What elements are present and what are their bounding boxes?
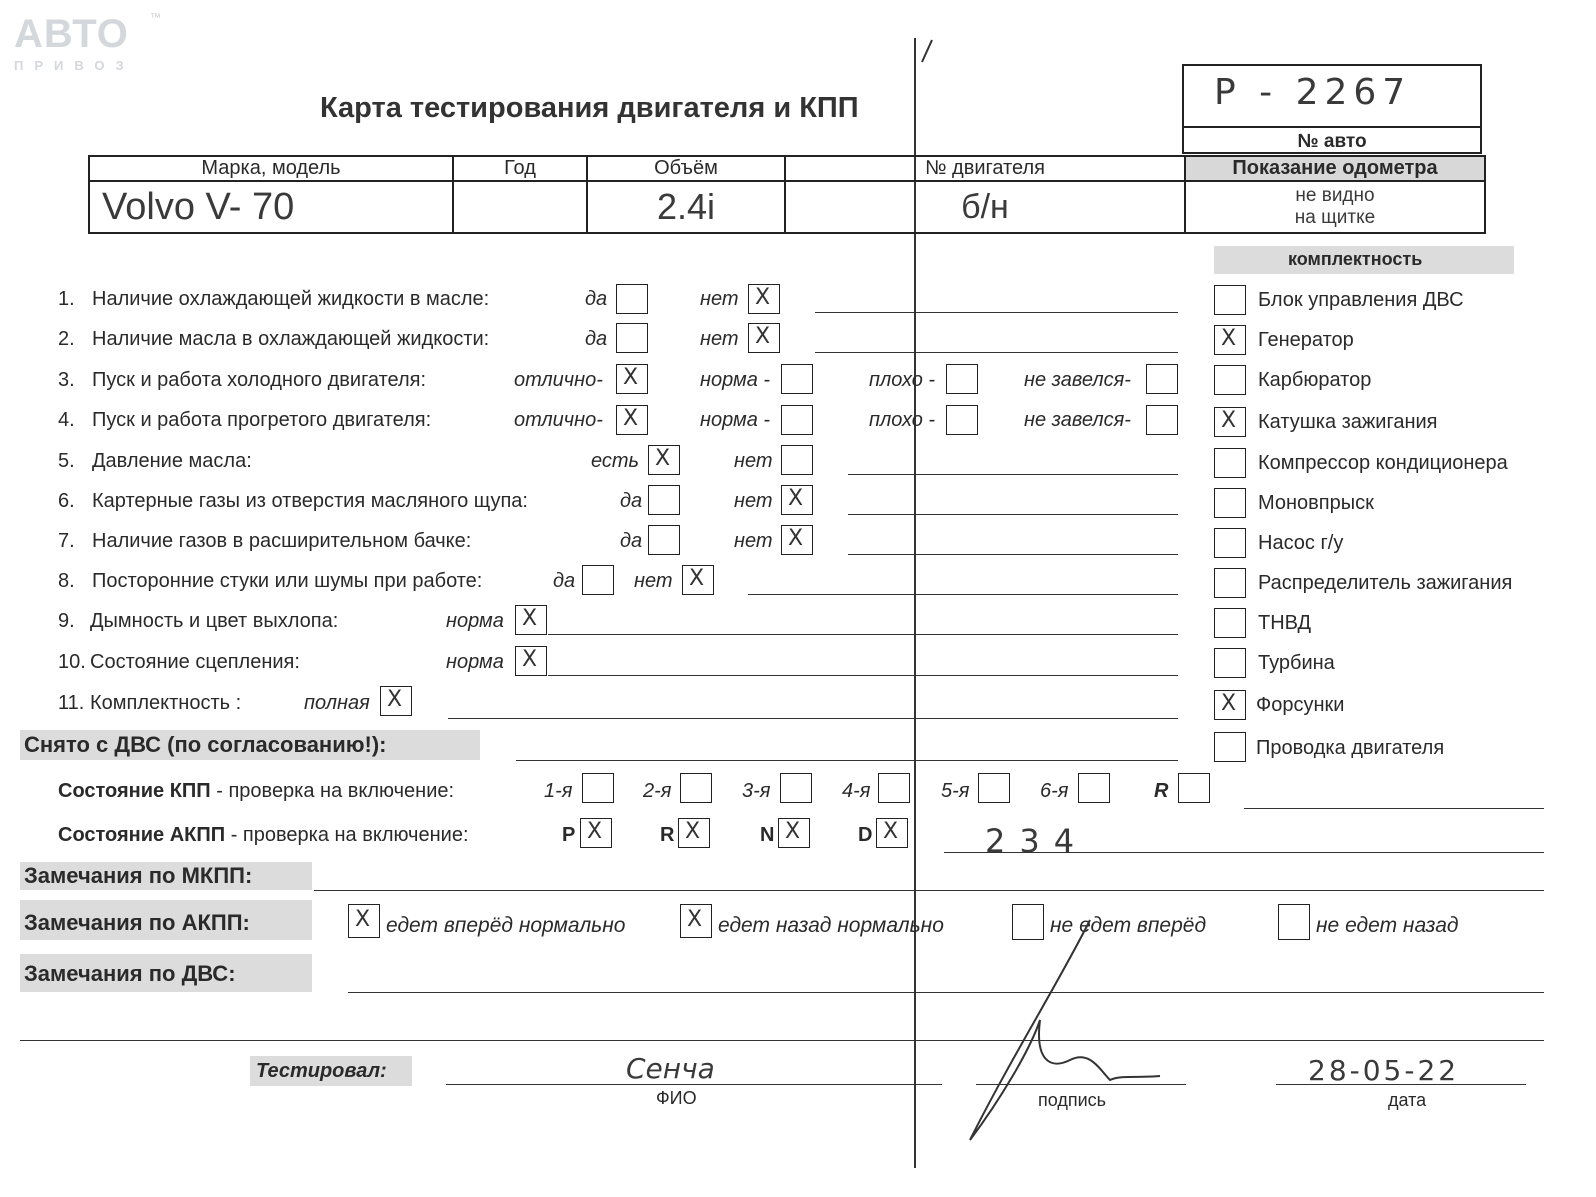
remarks-mkpp-line xyxy=(314,890,1544,891)
row-7-opt-yes: да xyxy=(620,530,643,552)
row-4-text: Пуск и работа прогретого двигателя: xyxy=(92,409,432,431)
akpp-gear-d: D xyxy=(858,824,873,846)
row-7-line xyxy=(848,554,1178,555)
odometer-line-2: на щитке xyxy=(1294,207,1376,228)
row-3-text: Пуск и работа холодного двигателя: xyxy=(92,369,427,391)
kit-10-checkbox[interactable] xyxy=(1214,690,1246,720)
sign-label: подпись xyxy=(1038,1090,1107,1110)
check-mark-icon: X xyxy=(522,606,538,631)
col-odometer: Показание одометра xyxy=(1185,156,1485,181)
row-4-opt-bad: плохо - xyxy=(869,409,936,431)
fold-mark-icon xyxy=(918,38,938,64)
akpp-reverse-ok-checkbox[interactable] xyxy=(680,904,712,938)
col-year: Год xyxy=(453,156,587,181)
akpp-gear-p: P xyxy=(562,824,576,846)
check-mark-icon: X xyxy=(687,907,703,932)
kit-5-checkbox[interactable] xyxy=(1214,488,1246,518)
row-3-opt-normal: норма - xyxy=(700,369,771,391)
row-2-line xyxy=(815,352,1178,353)
kit-11-checkbox[interactable] xyxy=(1214,732,1246,762)
row-10-text: Состояние сцепления: xyxy=(90,651,300,673)
row-9-text: Дымность и цвет выхлопа: xyxy=(90,610,339,632)
kit-9-label: Турбина xyxy=(1258,652,1335,674)
check-mark-icon: X xyxy=(623,365,639,390)
row-3-nostart-checkbox[interactable] xyxy=(1146,364,1178,394)
check-mark-icon: X xyxy=(387,687,403,712)
removed-label: Снято с ДВС (по согласованию!): xyxy=(24,732,387,757)
fio-label: ФИО xyxy=(656,1088,697,1108)
value-year xyxy=(453,181,587,233)
row-3-bad-checkbox[interactable] xyxy=(946,364,978,394)
akpp-gear-n: N xyxy=(760,824,775,846)
kpp-gear-6-checkbox[interactable] xyxy=(1078,773,1110,803)
row-4-bad-checkbox[interactable] xyxy=(946,405,978,435)
remarks-akpp-label: Замечания по АКПП: xyxy=(24,910,250,935)
row-11-text: Комплектность : xyxy=(90,692,242,714)
row-11-full-checkbox[interactable] xyxy=(380,686,412,716)
row-8-yes-checkbox[interactable] xyxy=(582,565,614,595)
remarks-extra-line xyxy=(20,1040,1544,1041)
akpp-reverse-ok-label: едет назад нормально xyxy=(718,914,944,937)
row-10-normal-checkbox[interactable] xyxy=(515,646,547,676)
kpp-gear-2-checkbox[interactable] xyxy=(680,773,712,803)
row-10-line xyxy=(548,675,1178,676)
kit-8-label: ТНВД xyxy=(1258,612,1312,634)
row-5-text: Давление масла: xyxy=(92,450,252,472)
odometer-line-1: не видно xyxy=(1295,185,1375,206)
akpp-no-reverse-label: не едет назад xyxy=(1316,914,1459,937)
kit-9-checkbox[interactable] xyxy=(1214,648,1246,678)
row-8-line xyxy=(748,594,1178,595)
row-1-yes-checkbox[interactable] xyxy=(616,284,648,314)
row-8-no-checkbox[interactable] xyxy=(682,565,714,595)
date-label: дата xyxy=(1388,1090,1427,1110)
check-mark-icon: X xyxy=(623,406,639,431)
row-3-opt-excellent: отлично- xyxy=(514,369,603,391)
row-4-opt-nostart: не завелся- xyxy=(1024,409,1131,431)
row-4-opt-excellent: отлично- xyxy=(514,409,603,431)
kit-8-checkbox[interactable] xyxy=(1214,608,1246,638)
row-1-opt-yes: да xyxy=(585,288,608,310)
check-mark-icon: X xyxy=(689,566,705,591)
row-11-line xyxy=(448,718,1178,719)
row-4-opt-normal: норма - xyxy=(700,409,771,431)
kpp-gear-2: 2-я xyxy=(643,780,672,802)
col-volume: Объём xyxy=(587,156,785,181)
akpp-label xyxy=(58,824,469,847)
check-mark-icon: X xyxy=(522,647,538,672)
row-4-number: 4. xyxy=(58,409,75,431)
value-odometer xyxy=(1185,181,1485,233)
row-8-opt-yes: да xyxy=(553,570,576,592)
kit-10-label: Форсунки xyxy=(1256,694,1345,716)
logo-main: АВТО xyxy=(14,12,129,56)
row-5-opt-yes: есть xyxy=(591,450,640,472)
row-3-opt-nostart: не завелся- xyxy=(1024,369,1131,391)
kit-0-checkbox[interactable] xyxy=(1214,285,1246,315)
row-6-text: Картерные газы из отверстия масляного щупа: xyxy=(92,490,528,512)
logo-sub: ПРИВОЗ xyxy=(14,58,135,73)
row-9-opt-normal: норма xyxy=(446,610,504,632)
col-engine: № двигателя xyxy=(785,156,1185,181)
kit-4-checkbox[interactable] xyxy=(1214,448,1246,478)
row-5-opt-no: нет xyxy=(734,450,773,472)
check-mark-icon: X xyxy=(1221,691,1237,716)
row-7-opt-no: нет xyxy=(734,530,773,552)
check-mark-icon: X xyxy=(1221,326,1237,351)
tester-name: Сенча xyxy=(626,1052,715,1085)
row-10-opt-normal: норма xyxy=(446,651,504,673)
kpp-gear-5: 5-я xyxy=(941,780,970,802)
row-7-text: Наличие газов в расширительном бачке: xyxy=(92,530,472,552)
remarks-mkpp-label: Замечания по МКПП: xyxy=(24,863,253,888)
logo-tm: ™ xyxy=(150,12,161,24)
row-7-number: 7. xyxy=(58,530,75,552)
row-2-number: 2. xyxy=(58,328,75,350)
akpp-no-reverse-checkbox[interactable] xyxy=(1278,904,1310,940)
row-6-number: 6. xyxy=(58,490,75,512)
kpp-gear-r-checkbox[interactable] xyxy=(1178,773,1210,803)
kpp-label xyxy=(58,780,454,803)
kpp-gear-1: 1-я xyxy=(544,780,573,802)
akpp-line xyxy=(944,852,1544,853)
kit-11-label: Проводка двигателя xyxy=(1256,737,1445,759)
kit-1-label: Генератор xyxy=(1258,329,1354,351)
check-mark-icon: X xyxy=(785,819,801,844)
kpp-gear-4: 4-я xyxy=(842,780,871,802)
value-engine: б/н xyxy=(785,181,1185,233)
kit-6-label: Насос г/у xyxy=(1258,532,1344,554)
row-1-opt-no: нет xyxy=(700,288,739,310)
akpp-forward-ok-checkbox[interactable] xyxy=(348,904,380,938)
row-6-opt-yes: да xyxy=(620,490,643,512)
row-8-number: 8. xyxy=(58,570,75,592)
akpp-gear-p-checkbox[interactable] xyxy=(580,818,612,848)
kpp-gear-3-checkbox[interactable] xyxy=(780,773,812,803)
test-date: 28-05-22 xyxy=(1308,1054,1460,1087)
car-id-value: P - 2267 xyxy=(1214,72,1412,113)
check-mark-icon: X xyxy=(1221,408,1237,433)
kit-title: комплектность xyxy=(1288,249,1423,269)
row-3-excellent-checkbox[interactable] xyxy=(616,364,648,394)
row-6-opt-no: нет xyxy=(734,490,773,512)
row-10-number: 10. xyxy=(58,651,86,673)
kpp-label-bold: Состояние КПП xyxy=(58,780,211,802)
row-1-no-checkbox[interactable] xyxy=(748,284,780,314)
logo xyxy=(14,14,135,73)
kpp-gear-4-checkbox[interactable] xyxy=(878,773,910,803)
row-5-number: 5. xyxy=(58,450,75,472)
row-5-yes-checkbox[interactable] xyxy=(648,445,680,475)
kpp-gear-5-checkbox[interactable] xyxy=(978,773,1010,803)
kpp-gear-r: R xyxy=(1154,780,1169,802)
check-mark-icon: X xyxy=(355,907,371,932)
akpp-gear-r-checkbox[interactable] xyxy=(678,818,710,848)
kit-2-label: Карбюратор xyxy=(1258,369,1372,391)
row-2-no-checkbox[interactable] xyxy=(748,323,780,353)
row-8-opt-no: нет xyxy=(634,570,673,592)
kit-3-label: Катушка зажигания xyxy=(1258,411,1438,433)
row-1-number: 1. xyxy=(58,288,75,310)
kit-7-label: Распределитель зажигания xyxy=(1258,572,1513,594)
row-4-excellent-checkbox[interactable] xyxy=(616,405,648,435)
kit-0-label: Блок управления ДВС xyxy=(1258,289,1464,311)
row-9-normal-checkbox[interactable] xyxy=(515,605,547,635)
row-7-no-checkbox[interactable] xyxy=(781,525,813,555)
check-mark-icon: X xyxy=(788,526,804,551)
kpp-gear-3: 3-я xyxy=(742,780,771,802)
row-6-yes-checkbox[interactable] xyxy=(648,485,680,515)
page-title: Карта тестирования двигателя и КПП xyxy=(320,92,859,124)
akpp-no-forward-label: не едет вперёд xyxy=(1050,914,1207,937)
check-mark-icon: X xyxy=(587,819,603,844)
kit-6-checkbox[interactable] xyxy=(1214,528,1246,558)
akpp-gear-n-checkbox[interactable] xyxy=(778,818,810,848)
check-mark-icon: X xyxy=(655,446,671,471)
row-2-yes-checkbox[interactable] xyxy=(616,323,648,353)
akpp-gear-d-checkbox[interactable] xyxy=(876,818,908,848)
kpp-gear-6: 6-я xyxy=(1040,780,1069,802)
car-id-box xyxy=(1182,64,1482,154)
akpp-forward-ok-label: едет вперёд нормально xyxy=(386,914,626,937)
kpp-gear-1-checkbox[interactable] xyxy=(582,773,614,803)
header-table xyxy=(88,155,1486,234)
row-4-normal-checkbox[interactable] xyxy=(781,405,813,435)
row-9-line xyxy=(548,634,1178,635)
row-11-number: 11. xyxy=(58,692,85,714)
check-mark-icon: X xyxy=(755,324,771,349)
row-9-number: 9. xyxy=(58,610,75,632)
akpp-gear-r: R xyxy=(660,824,675,846)
kpp-line xyxy=(1244,808,1544,809)
row-5-no-checkbox[interactable] xyxy=(781,445,813,475)
row-3-number: 3. xyxy=(58,369,75,391)
row-1-line xyxy=(815,312,1178,313)
row-2-opt-yes: да xyxy=(585,328,608,350)
check-mark-icon: X xyxy=(755,285,771,310)
row-4-nostart-checkbox[interactable] xyxy=(1146,405,1178,435)
akpp-note: 234 xyxy=(985,822,1089,860)
col-model: Марка, модель xyxy=(89,156,453,181)
row-6-no-checkbox[interactable] xyxy=(781,485,813,515)
kit-5-label: Моновпрыск xyxy=(1258,492,1374,514)
signature-icon xyxy=(940,900,1180,1160)
tested-label: Тестировал: xyxy=(256,1060,387,1082)
check-mark-icon: X xyxy=(685,819,701,844)
row-11-opt-full: полная xyxy=(304,692,370,714)
car-id-label: № авто xyxy=(1184,126,1480,153)
kit-2-checkbox[interactable] xyxy=(1214,365,1246,395)
date-line xyxy=(1276,1084,1526,1085)
value-model: Volvo V- 70 xyxy=(89,181,453,233)
row-6-line xyxy=(848,514,1178,515)
row-2-text: Наличие масла в охлаждающей жидкости: xyxy=(92,328,490,350)
kit-3-checkbox[interactable] xyxy=(1214,407,1246,437)
kit-4-label: Компрессор кондиционера xyxy=(1258,452,1508,474)
value-volume: 2.4i xyxy=(587,181,785,233)
akpp-label-bold: Состояние АКПП xyxy=(58,824,226,846)
kit-7-checkbox[interactable] xyxy=(1214,568,1246,598)
row-7-yes-checkbox[interactable] xyxy=(648,525,680,555)
row-3-opt-bad: плохо - xyxy=(869,369,936,391)
row-3-normal-checkbox[interactable] xyxy=(781,364,813,394)
row-2-opt-no: нет xyxy=(700,328,739,350)
akpp-label-rest: - проверка на включение: xyxy=(225,824,469,846)
kpp-label-rest: - проверка на включение: xyxy=(210,780,455,802)
check-mark-icon: X xyxy=(883,819,899,844)
remarks-dvs-label: Замечания по ДВС: xyxy=(24,961,236,986)
row-8-text: Посторонние стуки или шумы при работе: xyxy=(92,570,483,592)
removed-line xyxy=(516,760,1178,761)
fio-line xyxy=(446,1084,942,1085)
kit-1-checkbox[interactable] xyxy=(1214,325,1246,355)
row-1-text: Наличие охлаждающей жидкости в масле: xyxy=(92,288,490,310)
check-mark-icon: X xyxy=(788,486,804,511)
row-5-line xyxy=(848,474,1178,475)
